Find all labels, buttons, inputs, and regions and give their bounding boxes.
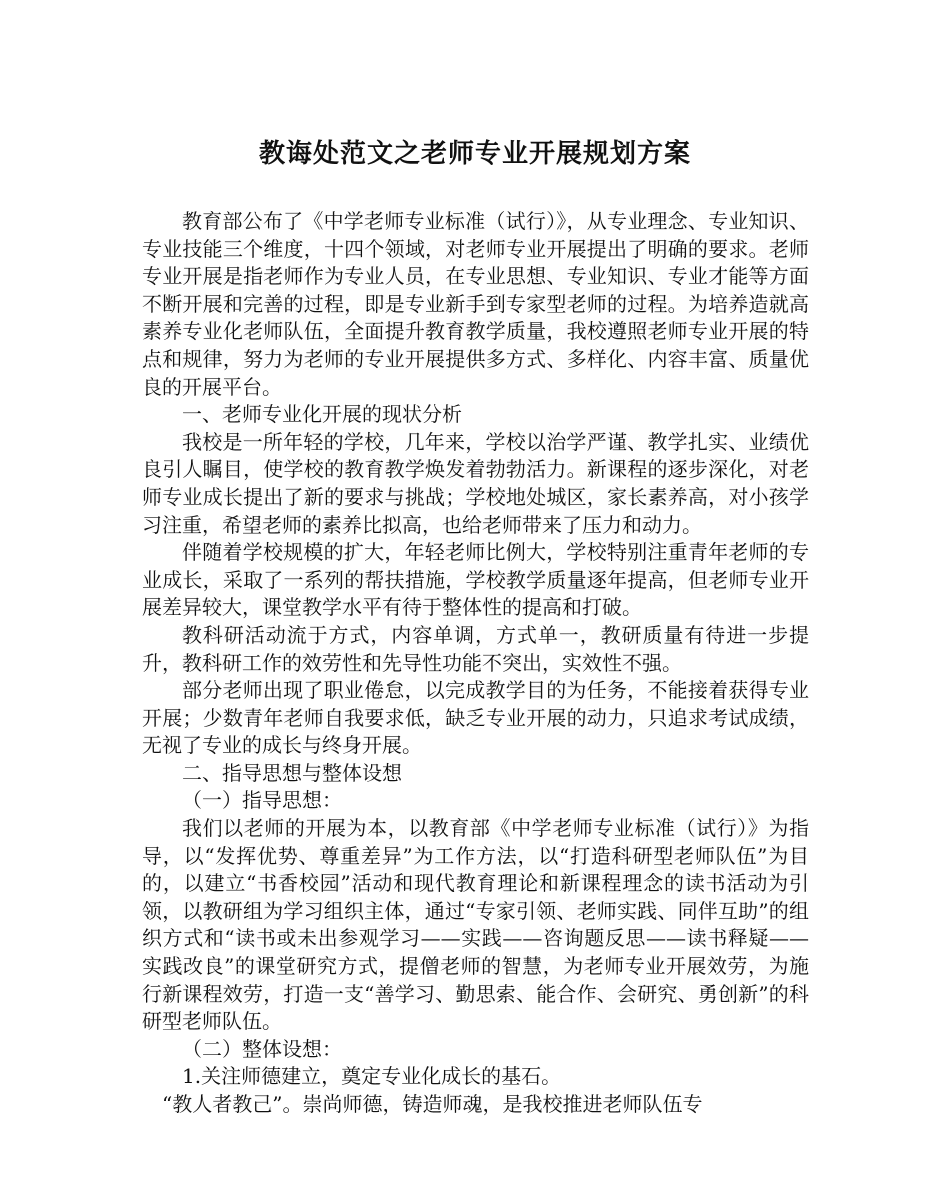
document-body: [142, 208, 809, 1119]
section-heading-1: 一、老师专业化开展的现状分析: [182, 402, 462, 427]
section-heading-2: 二、指导思想与整体设想: [182, 760, 402, 785]
subsection-heading-overall: （二）整体设想：: [182, 1036, 342, 1061]
paragraph-guiding-thought: 我们以老师的开展为本，以教育部《中学老师专业标准（试行）》为指导，以“发挥优势、尊重差异”为工作方法，以“打造科研型老师队伍”为目的，以建立“书香校园”活动和现代教育理论和新课程理念的读书活动为引领，以教研组为学习组织主体，通过“专家引领、老师实践、同伴互助”的组织方式和“读书或未出参观学习——实践——咨询题反思——读书释疑——实践改良”的课堂研究方式，提僧老师的智慧，为老师专业开展效劳，为施行新课程效劳，打造一支“善学习、勤思索、能合作、会研究、勇创新”的科研型老师队伍。: [142, 816, 809, 1034]
paragraph-young-teachers: 伴随着学校规模的扩大，年轻老师比例大，学校特别注重青年老师的专业成长，采取了一系列的帮扶措施，学校教学质量逐年提高，但老师专业开展差异较大，课堂教学水平有待于整体性的提高和打破。: [142, 540, 809, 620]
paragraph-burnout: 部分老师出现了职业倦怠，以完成教学目的为任务，不能接着获得专业开展；少数青年老师自我要求低，缺乏专业开展的动力，只追求考试成绩，无视了专业的成长与终身开展。: [142, 678, 809, 758]
subsection-heading-guiding: （一）指导思想：: [182, 788, 342, 813]
paragraph-ethics: “教人者教己”。崇尚师德，铸造师魂，是我校推进老师队伍专: [162, 1092, 703, 1116]
paragraph-intro: 教育部公布了《中学老师专业标准（试行）》，从专业理念、专业知识、专业技能三个维度，十四个领域，对老师专业开展提出了明确的要求。老师专业开展是指老师作为专业人员，在专业思想、专业知识、专业才能等方面不断开展和完善的过程，即是专业新手到专家型老师的过程。为培养造就高素养专业化老师队伍，全面提升教育教学质量，我校遵照老师专业开展的特点和规律，努力为老师的专业开展提供多方式、多样化、内容丰富、质量优良的开展平台。: [142, 209, 809, 399]
paragraph-research-activities: 教科研活动流于方式，内容单调，方式单一，教研质量有待进一步提升，教科研工作的效劳性和先导性功能不突出，实效性不强。: [142, 622, 809, 675]
paragraph-school-status: 我校是一所年轻的学校，几年来，学校以治学严谨、教学扎实、业绩优良引人瞩目，使学校的教育教学焕发着勃勃活力。新课程的逐步深化，对老师专业成长提出了新的要求与挑战；学校地处城区，家长素养高，对小孩学习注重，希望老师的素养比拟高，也给老师带来了压力和动力。: [142, 429, 809, 537]
document-title: 教诲处范文之老师专业开展规划方案: [258, 139, 691, 169]
list-item-ethics: 1.关注师德建立，奠定专业化成长的基石。: [182, 1064, 562, 1089]
